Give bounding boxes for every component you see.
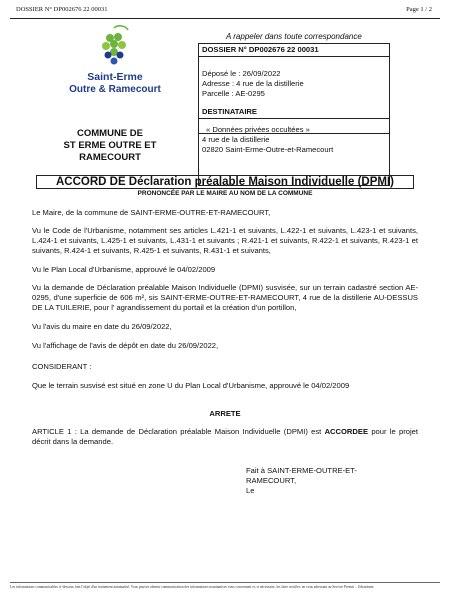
document-subtitle: PRONONCÉE PAR LE MAIRE AU NOM DE LA COMMUNE [137,190,313,197]
footer-divider [10,582,440,583]
parcelle: Parcelle : AE-0295 [202,89,265,98]
paragraph-maire: Le Maire, de la commune de SAINT-ERME-OUTRE-ET-RAMECOURT, [32,208,271,217]
logo-line-1: Saint-Erme [87,71,143,83]
commune-logo [69,24,161,100]
considerant-label: CONSIDERANT : [32,362,92,371]
paragraph-affichage: Vu l'affichage de l'avis de dépôt en date du 26/09/2022, [32,341,219,350]
dossier-box-title: DOSSIER N° DP002676 22 00031 [202,45,319,54]
destinataire-line-1: « Données privées occultées » [206,125,310,134]
header-dossier-number: DOSSIER N° DP002676 22 00031 [16,6,108,13]
destinataire-line-3: 02820 Saint-Erme-Outre-et-Ramecourt [202,145,334,154]
destinataire-title: DESTINATAIRE [202,107,257,116]
logo-line-2: Outre & Ramecourt [69,84,161,95]
rappel-notice: A rappeler dans toute correspondance [226,32,362,41]
paragraph-plu: Vu le Plan Local d'Urbanisme, approuvé le 04/02/2009 [32,265,216,274]
adresse: Adresse : 4 rue de la distillerie [202,79,304,88]
paragraph-zone: Que le terrain susvisé est situé en zone U du Plan Local d'Urbanisme, approuvé le 04/02/2009 [32,381,350,390]
arrete-heading: ARRETE [209,409,241,418]
document-title: ACCORD DE Déclaration préalable Maison Individuelle (DPMI) [36,175,414,189]
signature-block: Fait à SAINT-ERME-OUTRE-ET- RAMECOURT, Le [246,466,357,495]
grape-leaf-logo-icon [69,24,161,100]
commune-name: COMMUNE DE ST ERME OUTRE ET RAMECOURT [63,128,157,163]
paragraph-demande: Vu la demande de Déclaration préalable Maison Individuelle (DPMI) susvisée, sur un terrain cadastré section AE-0295, d'une superficie de 606 m², sis SAINT-ERME-OUTRE-ET-RAMECOURT, 4 rue de la distillerie AU-DESSUS DE LA TUILERIE, pour l' agrandissement du portail et la création d'un portillon, [32,283,418,312]
accordee-status: ACCORDEE [324,427,369,436]
header-page-number: Page 1 / 2 [406,6,432,13]
destinataire-line-2: 4 rue de la distillerie [202,135,270,144]
footer-notice: Les informations communicables ci-dessous font l'objet d'un traitement automatisé. Vous pouvez obtenir communication des informations nominatives vous concernant et, si nécessaire, les faire rectifier, en vous adressant au Service Permis – Urbanisme. [10,585,375,589]
paragraph-avis-maire: Vu l'avis du maire en date du 26/09/2022, [32,322,172,331]
paragraph-code-urbanisme: Vu le Code de l'Urbanisme, notamment ses articles L.421-1 et suivants, L.422-1 et suivants, L.423-1 et suivants, L.424-1 et suivants, L.425-1 et suivants, L.431-1 et suivants ; R.421-1 et suivants, R.422-1 et suivants, R.423-1 et suivants, R.424-1 et suivants, R.425-1 et suivants, R.431-1 et suivants, [32,226,418,255]
destinataire-box [198,106,390,186]
article-1: ARTICLE 1 : La demande de Déclaration préalable Maison Individuelle (DPMI) est ACCORDEE pour le projet décrit dans la demande. [32,427,418,446]
header-divider [10,18,440,19]
depose-date: Déposé le : 26/09/2022 [202,69,281,78]
